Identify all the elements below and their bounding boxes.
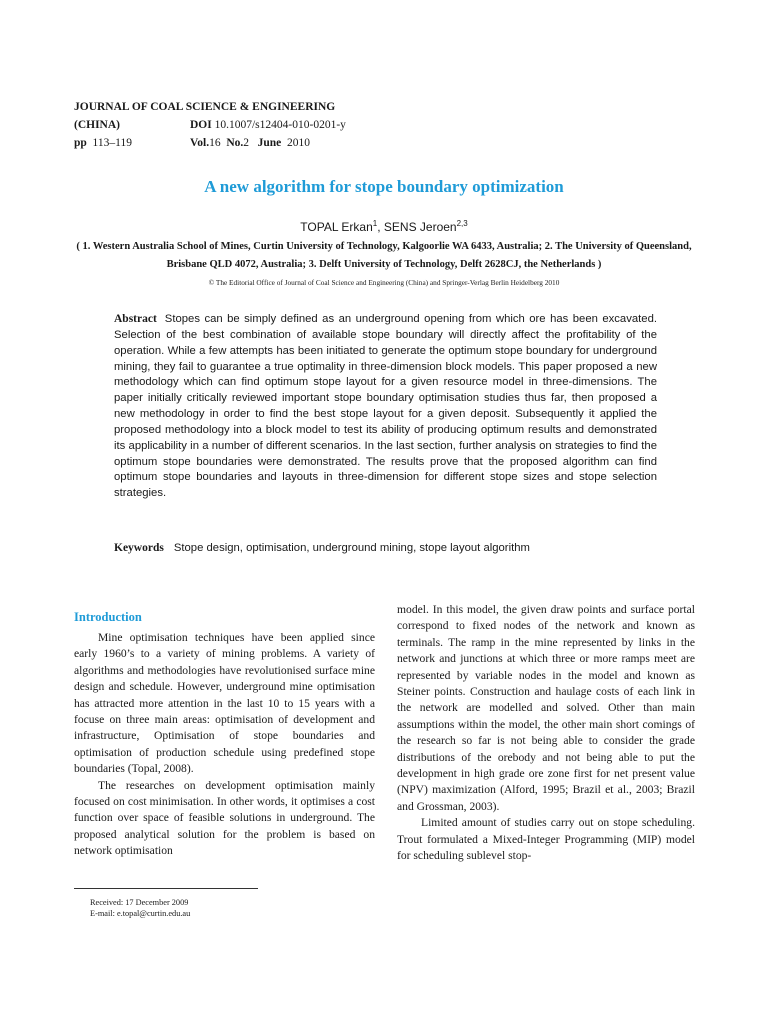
pages-value: 113–119 — [92, 137, 132, 149]
vol-label: Vol. — [190, 137, 210, 149]
right-column — [397, 602, 695, 865]
intro-paragraph-2: The researches on development optimisation mainly focused on cost minimisation. In other words, it optimises a cost function over space of feasible solutions in underground. The proposed analytical solution for the problem is based on network optimisation — [74, 778, 375, 858]
keywords-text: Stope design, optimisation, underground mining, stope layout algorithm — [173, 542, 530, 554]
journal-issue-row — [74, 134, 335, 152]
vol-value: 16 — [209, 137, 221, 149]
author-2-name: SENS Jeroen — [383, 220, 457, 234]
right-paragraph-2: Limited amount of studies carry out on stope scheduling. Trout formulated a Mixed-Integer Programming (MIP) model for scheduling sublevel stop- — [397, 816, 695, 863]
footnote — [90, 897, 190, 919]
doi-group — [190, 116, 346, 134]
journal-doi-row — [74, 116, 346, 134]
paper-title: A new algorithm for stope boundary optimization — [204, 177, 564, 196]
left-column — [74, 630, 375, 860]
footnote-divider — [74, 888, 258, 889]
journal-name: JOURNAL OF COAL SCIENCE & ENGINEERING — [74, 101, 336, 113]
abstract-label: Abstract — [114, 313, 157, 325]
copyright-notice: © The Editorial Office of Journal of Coal Science and Engineering (China) and Springer-Verlag Berlin Heidelberg 2010 — [208, 278, 560, 287]
author-1-sup: 1 — [372, 219, 378, 228]
pp-label: pp — [74, 137, 87, 149]
year-value: 2010 — [287, 137, 311, 149]
keywords — [114, 542, 530, 554]
right-paragraph-1: model. In this model, the given draw points and surface portal correspond to fixed nodes of the network and known as terminals. The ramp in the mine represented by links in the network and junctions at which three or more ramps meet are represented by variable nodes in the model and known as Steiner points. Construction and haulage costs of each link in the network are modelled and solved. Other than main assumptions within the model, the other main short comings of the research so far is not being able to consider the grade distributions of the orebody and not being able to put the development in high grade ore zone first for net present value (NPV) maximization (Alford, 1995; Brazil et al., 2003; Brazil and Grossman, 2003). — [397, 603, 695, 813]
affiliations: ( 1. Western Australia School of Mines, Curtin University of Technology, Kalgoorlie WA 6433, Australia; 2. The University of Queensland, Brisbane QLD 4072, Australia; 3. Delft University of Technology, Delft 2628CJ, the Netherlands ) — [76, 241, 692, 270]
author-1-name: TOPAL Erkan — [300, 220, 373, 234]
no-value: 2 — [243, 137, 250, 149]
issue-group — [190, 134, 310, 152]
received-date: Received: 17 December 2009 — [90, 898, 189, 907]
journal-name-row — [74, 98, 335, 116]
month-value: June — [257, 137, 282, 149]
authors — [0, 219, 768, 234]
doi-label: DOI — [190, 119, 212, 131]
author-separator: , — [377, 220, 384, 234]
no-label: No. — [226, 137, 244, 149]
author-2-sup: 2,3 — [456, 219, 468, 228]
section-heading-introduction: Introduction — [74, 610, 142, 624]
keywords-label: Keywords — [114, 542, 164, 554]
doi-value: 10.1007/s12404-010-0201-y — [214, 119, 346, 131]
abstract — [114, 312, 657, 502]
journal-header — [74, 98, 346, 152]
journal-country: (CHINA) — [74, 119, 120, 131]
intro-paragraph-1: Mine optimisation techniques have been applied since early 1960’s to a variety of mining problems. A variety of algorithms and methodologies have revolutionised surface mine design and schedule. However, underground mine optimisation has attracted more attention in the last 10 to 15 years with a focuse on three main areas: optimisation of development and infrastructure, Optimisation of stope boundaries and optimisation of production schedule using predefined stope boundaries (Topal, 2008). — [74, 631, 375, 776]
author-email: E-mail: e.topal@curtin.edu.au — [90, 909, 191, 918]
abstract-text: Stopes can be simply defined as an underground opening from which ore has been excavated. Selection of the best combination of available stope boundary will directly affect the profitability of the operation. While a few attempts has been initiated to generate the optimum stope boundary for underground mining, they fail to guarantee a true optimality in three-dimension block models. This paper proposed a new methodology which can find optimum stope layout for a given resource model in three-dimensions. The paper initially critically reviewed important stope boundary optimisation studies thus far, then proposed a new methodology in order to find the best stope layout for a given deposit. Subsequently it applied the proposed methodology into a block model to test its ability of producing optimum results and demonstrated its applicability in a number of different scenarios. In the last section, further analysis on strategies to find the optimum stope boundaries were demonstrated. The results prove that the proposed algorithm can find optimum stope boundaries and layouts in three-dimension for different stope sizes and stope selection strategies. — [114, 313, 657, 500]
